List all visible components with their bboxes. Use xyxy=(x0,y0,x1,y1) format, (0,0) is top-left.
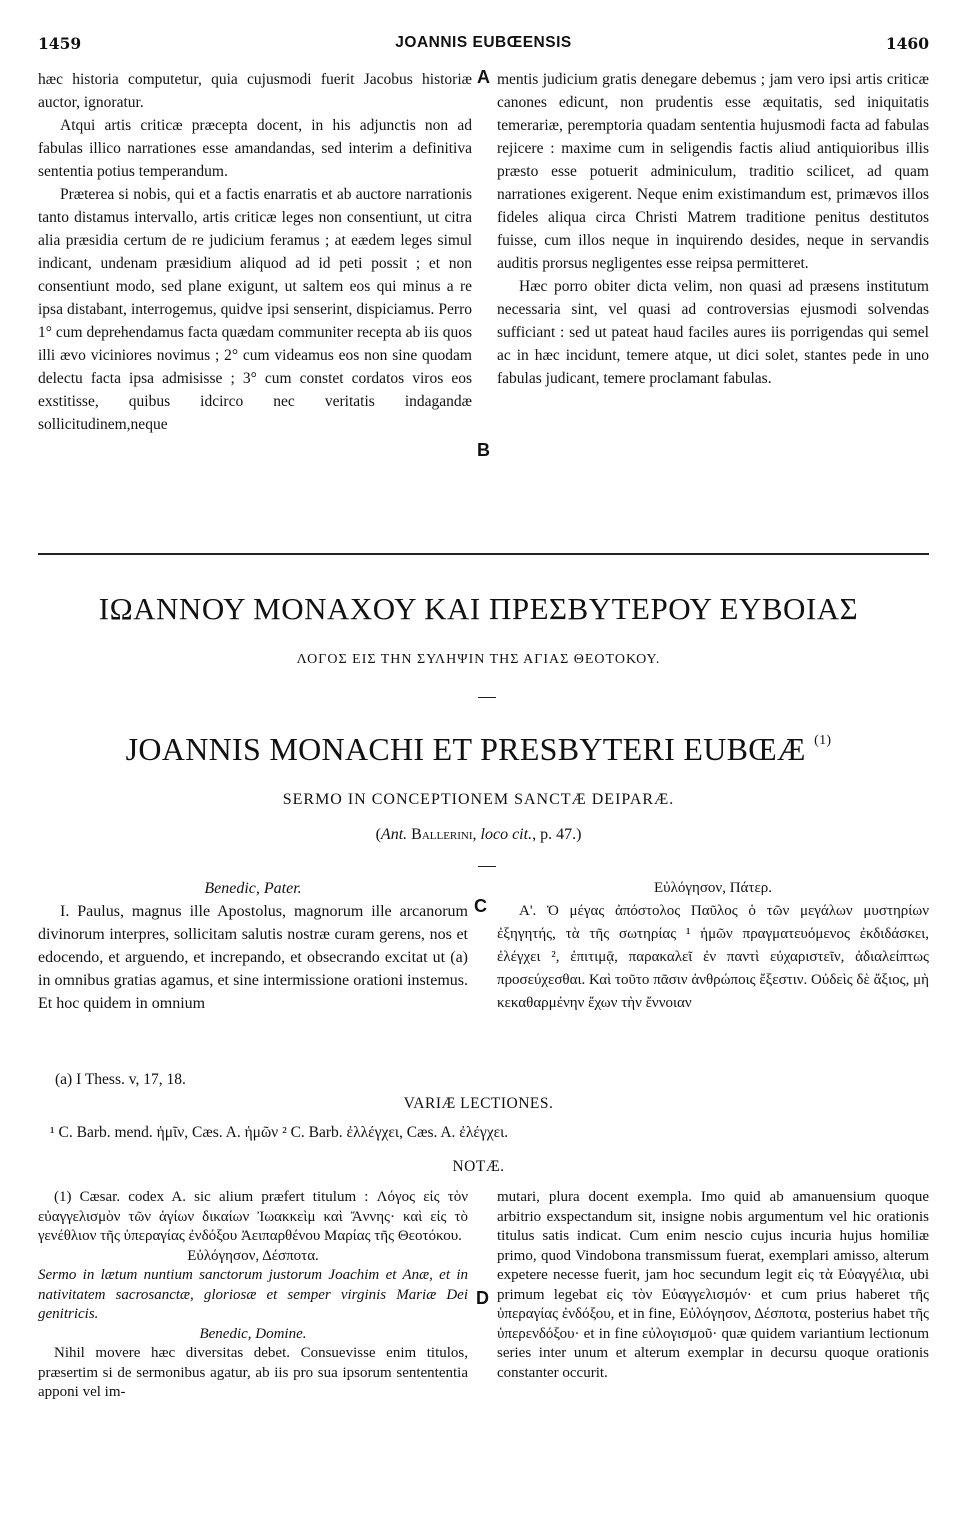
latin-title-note-ref: (1) xyxy=(814,733,832,748)
right-column-number: 1460 xyxy=(885,34,929,53)
latin-title-block xyxy=(0,731,957,768)
top-left-paragraph-3: Præterea si nobis, qui et a factis enarratis et ab auctore narrationis tanto distamus intervallo, artis criticæ leges non consentiunt, ut citra alia præsidia certum de re judicium feramus ; at eædem leges simul indicant, undenam præsidium aliquod ad id peti possit ; et non consentiunt modo, sed plane exigunt, ut saltem eos qui minus a re ipsa distabant, interrogemus, quidve ipsi senserint, dispiciamus. Perro 1° cum deprehendamus facta quædam communiter recepta ab iis quos illi ævo viciniores novimus ; 2° cum videamus eos non sine quodam delectu facta ipsa admisisse ; 3° cum constet cordatos viros eos exstitisse, quibus idcirco nec veritatis indagandæ sollicitudinem,neque xyxy=(38,186,472,433)
top-right-paragraph-2: Hæc porro obiter dicta velim, non quasi ad præsens institutum necessaria sint, vel quasi ad controversias ejusmodi solvendas sufficiant : sed ut pateat haud faciles aures iis porrigendas qui semel ac in hæc incidunt, temere atque, ut dici solet, stantes pede in uno fabulas judicant, temere proclamant fabulas. xyxy=(497,278,929,387)
sermon-latin-heading: Benedic, Pater. xyxy=(204,880,302,897)
margin-marker-a: A xyxy=(477,67,490,87)
variae-lectiones-title: VARIÆ LECTIONES. xyxy=(403,1095,554,1112)
citation-page: , p. 47.) xyxy=(532,826,582,843)
margin-marker-b: B xyxy=(477,440,490,460)
notae-italic-blessing: Benedic, Domine. xyxy=(199,1325,307,1342)
latin-title: JOANNIS MONACHI ET PRESBYTERI EUBŒÆ xyxy=(125,731,806,767)
sermon-latin-text: I. Paulus, magnus ille Apostolus, magnorum ille arcanorum divinorum interpres, sollicitam salutis nostræ curam gerens, nos et edocendo, et arguendo, et increpando, et obsecrando excitat ut (a) in omnibus gratias agamus, et sine intermissione orationi instemus. Et hoc quidem in omnium xyxy=(38,903,468,1012)
section-divider xyxy=(38,553,929,555)
notae-greek-blessing: Εὐλόγησον, Δέσποτα. xyxy=(187,1247,319,1264)
sermon-greek-text: Α'. Ὁ μέγας ἀπόστολος Παῦλος ὁ τῶν μεγάλων μυστηρίων ἐξηγητής, τὰ τῆς σωτηρίας ¹ ἡμῶν πραγματευόμενος ἐκδιδάσκει, ἐλέγχει ², ἐπιτιμᾷ, παρακαλεῖ ἐν παντὶ εὐχαριστεῖν, ἀδιαλείπτως προσεύχεσθαι. Καὶ τοῦτο πᾶσιν ἀνθρώποις ἔξεστιν. Οὐδεὶς δὲ ἄξιος, μὴ κεκαθαρμένην ἔχων τὴν ἔννοιαν xyxy=(497,903,929,1011)
margin-marker-d: D xyxy=(476,1288,489,1308)
running-title: JOANNIS EUBŒENSIS xyxy=(395,34,572,51)
top-left-paragraph-2: Atqui artis criticæ præcepta docent, in his adjunctis non ad fabulas illico narrationes esse amandandas, sed interim a definitiva sententia potius temperandum. xyxy=(38,117,472,180)
top-left-column xyxy=(38,68,472,436)
footnote-a: (a) I Thess. v, 17, 18. xyxy=(55,1071,186,1088)
sermon-latin-column xyxy=(38,877,468,1015)
notae-right-column xyxy=(497,1188,929,1383)
sermon-greek-heading: Εὐλόγησον, Πάτερ. xyxy=(654,880,772,896)
citation-open: ( xyxy=(375,826,381,843)
greek-title: ΙΩΑΝΝΟΥ ΜΟΝΑΧΟΥ ΚΑΙ ΠΡΕΣΒΥΤΕΡΟΥ ΕΥΒΟΙΑΣ xyxy=(98,591,859,626)
top-right-paragraph-1: mentis judicium gratis denegare debemus ; jam vero ipsi artis criticæ canones edicunt, non prudentis esse æquitatis, sed iniquitatis temerariæ, peremptoria quadam sententia hujusmodi facta ad fabulas rejicere : maxime cum in seligendis factis aliud antiquioribus illis præsto esse potuerit adminiculum, traditio scilicet, ad quam narrationes exigerent. Neque enim existimandum est, primævos illos fideles aliqua circa Christi Matrem traditione penitus destitutos fuisse, cum illos neque in inquirendo desides, neque in servandis auditis prorsus negligentes esse reipsa permitteret. xyxy=(497,71,929,272)
notae-left-column xyxy=(38,1188,468,1403)
title-dash-1 xyxy=(478,697,496,698)
notae-left-paragraph-2: Nihil movere hæc diversitas debet. Consuevisse enim titulos, præsertim si de sermonibus agatur, ab iis pro sua ipsorum sentententia apponi vel im- xyxy=(38,1345,468,1400)
running-header xyxy=(38,34,929,56)
latin-subtitle: SERMO IN CONCEPTIONEM SANCTÆ DEIPARÆ. xyxy=(282,791,675,808)
left-column-number: 1459 xyxy=(38,34,82,53)
margin-marker-c: C xyxy=(474,896,487,916)
citation-loco: loco cit. xyxy=(480,826,533,843)
variae-lectiones-text: ¹ C. Barb. mend. ἡμῖν, Cæs. A. ἡμῶν ² C. Barb. ἐλλέγχει, Cæs. A. ἐλέγχει. xyxy=(50,1124,509,1141)
top-left-paragraph-1: hæc historia computetur, quia cujusmodi fuerit Jacobus historiæ auctor, ignoratur. xyxy=(38,71,472,111)
notae-title: NOTÆ. xyxy=(452,1158,505,1175)
citation-name: Ballerini xyxy=(411,826,473,843)
title-dash-2 xyxy=(478,866,496,867)
notae-left-paragraph-1: (1) Cæsar. codex A. sic alium præfert titulum : Λόγος εἰς τὸν εὐαγγελισμὸν τῶν ἁγίων δικαίων Ἰωακκεὶμ καὶ Ἄννης· καὶ εἰς τὸ γενέθλιον τῆς ὑπεραγίας ἐνδόξου Ἀειπαρθένου Μαρίας τῆς Θεοτόκου. xyxy=(38,1189,468,1244)
notae-italic-title: Sermo in lætum nuntium sanctorum justorum Joachim et Anæ, et in nativitatem sacrosanctæ, gloriosæ et semper virginis Mariæ Dei genitricis. xyxy=(38,1267,468,1322)
sermon-greek-column xyxy=(497,877,929,1015)
citation: (Ant. Ballerini, loco cit., p. 47.) xyxy=(375,826,582,843)
top-right-column xyxy=(497,68,929,390)
greek-subtitle: ΛΟΓΟΣ ΕΙΣ ΤΗΝ ΣΥΛΗΨΙΝ ΤΗΣ ΑΓΙΑΣ ΘΕΟΤΟΚΟΥ. xyxy=(296,652,661,667)
notae-right-paragraph-1: mutari, plura docent exempla. Imo quid ab amanuensium quoque arbitrio exspectandum sit, insigne nobis argumentum vel hic orationis titulus satis indicat. Cum enim nescio cujus incuria hujus homiliæ primo, quod Vindobona transmissum fuerat, exemplari amisso, alterum expetere necesse fuerit, jam hoc secundum legit εἰς τὰ Εὐαγγέλια, ubi primum legebat εἰς τὸν Εὐαγγελισμόν· et cum prius haberet τῆς ὑπεραγίας ἐνδόξου, et in fine, Εὐλόγησον, Δέσποτα, posterius habet τῆς ὑπερενδόξου· et in fine εὐλογισμοῦ· quæ quidem variantium lectionum series inter unum et alterum exemplar in decursu quoque orationis constanter occurit. xyxy=(497,1189,929,1381)
citation-ant: Ant. xyxy=(380,826,408,843)
